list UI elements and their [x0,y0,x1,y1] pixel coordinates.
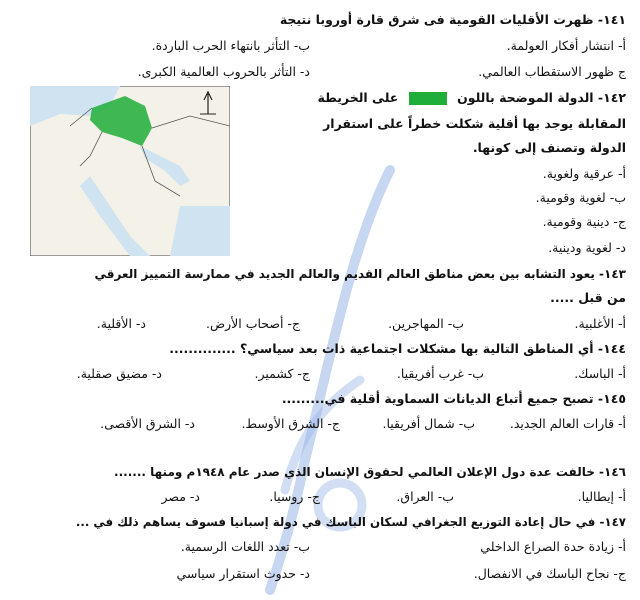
q143-option-d: د- الأقلية. [96,316,146,331]
q143-option-a: أ- الأغلبية. [574,316,626,331]
q142-text-part2: على الخريطة [317,90,399,105]
q142-option-d: د- لغوية ودينية. [548,240,626,255]
q144-option-b: ب- غرب أفريقيا. [396,366,484,381]
question-145: ١٤٥- تصبح جميع أتباع الديانات السماوية أقلية في......... [281,391,626,406]
q143-line2: من قبل ..... [550,290,626,305]
q142-option-a: أ- عرقية ولغوية. [542,166,626,181]
question-146: ١٤٦- خالفت عدة دول الإعلان العالمي لحقوق الإنسان الذي صدر عام ١٩٤٨م ومنها ....... [114,465,626,479]
q147-option-b: ب- تعدد اللغات الرسمية. [180,539,310,554]
q144-option-d: د- مضيق صقلية. [76,366,162,381]
q143-option-c: ج- أصحاب الأرض. [206,316,300,331]
q142-option-c: ج- دينية وقومية. [542,214,626,229]
question-141: ١٤١- ظهرت الأقليات القومية فى شرق قارة أوروبا نتيجة [279,12,626,27]
q145-option-a: أ- قارات العالم الجديد. [509,416,626,431]
q146-option-c: ج- روسيا. [269,489,320,504]
question-144: ١٤٤- أي المناطق التالية بها مشكلات اجتماعية ذات بعد سياسي؟ .............. [169,341,626,356]
q141-option-b: ب- التأثر بانتهاء الحرب الباردة. [151,38,310,53]
question-143: ١٤٣- يعود التشابه بين بعض مناطق العالم القديم والعالم الجديد في ممارسة التمييز العرقي [94,267,626,281]
q142-option-b: ب- لغوية وقومية. [535,190,626,205]
green-color-swatch [409,92,447,105]
q143-option-b: ب- المهاجرين. [388,316,464,331]
q142-text-part1: ١٤٢- الدولة الموضحة باللون [457,90,626,105]
q146-option-d: د- مصر [161,489,200,504]
q147-option-c: ج- نجاح الباسك في الانفصال. [473,566,626,581]
q146-option-b: ب- العراق. [396,489,454,504]
q141-option-d: د- التأثر بالحروب العالمية الكبرى. [137,64,310,79]
q145-option-d: د- الشرق الأقصى. [100,416,195,431]
q144-option-a: أ- الباسك. [574,366,626,381]
q144-option-c: ج- كشمير. [254,366,310,381]
middle-east-map [30,86,230,256]
q145-option-b: ب- شمال أفريقيا. [382,416,475,431]
q145-option-c: ج- الشرق الأوسط. [241,416,340,431]
q146-option-a: أ- إيطاليا. [577,489,626,504]
q141-option-a: أ- انتشار أفكار العولمة. [506,38,626,53]
q142-line3: الدولة وتصنف إلى كونها. [472,140,626,155]
q147-option-a: أ- زيادة حدة الصراع الداخلي [480,539,626,554]
q142-line2: المقابلة يوجد بها أقلية شكلت خطراً على استقرار [323,116,626,131]
question-147: ١٤٧- في حال إعادة التوزيع الجغرافي لسكان الباسك في دولة إسبانيا فسوف يساهم ذلك في ... [75,515,626,529]
question-142 [317,90,626,106]
q147-option-d: د- حدوث استقرار سياسي [176,566,310,581]
q141-option-c: ج ظهور الاستقطاب العالمي. [478,64,626,79]
